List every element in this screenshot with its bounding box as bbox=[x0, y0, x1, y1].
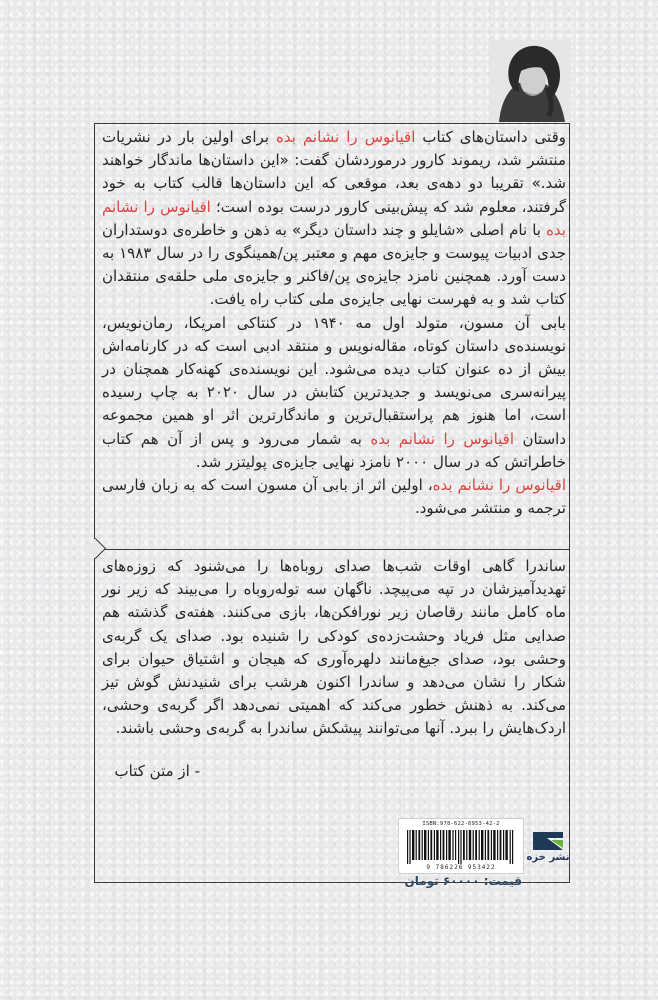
author-bio-text: بابی آن مسون، متولد اول مه ۱۹۴۰ در کنتاکی امریکا، رمان‌نویس، نویسنده‌ی داستان کوتاه، مقاله‌نویس و منتقد ادبی است که در کارنامه‌اش بیش از ده عنوان کتاب دیده می‌شود. این نویسنده‌ی کهنه‌کار همچنان در پیرانه‌سری می‌نویسد و جدیدترین کتابش در سال ۲۰۲۰ به چاپ رسیده است، اما هنوز هم پراستقبال‌ترین و ماندگارترین اثر او همین مجموعه داستان bbox=[102, 313, 567, 448]
book-title-highlight: اقیانوس را نشانم بده bbox=[276, 128, 416, 146]
author-bio-text: به شمار می‌رود و پس از آن هم کتاب خاطراتش که در سال ۲۰۰۰ نامزد نهایی جایزه‌ی پولیتزر شد. bbox=[102, 429, 566, 471]
book-title-highlight: اقیانوس را نشانم بده bbox=[432, 476, 566, 495]
author-portrait-icon bbox=[489, 40, 571, 122]
book-title-highlight: اقیانوس را نشانم بده bbox=[370, 429, 515, 448]
frame-divider bbox=[94, 549, 570, 550]
isbn-text: ISBN:978-622-6953-42-2 bbox=[422, 821, 500, 827]
book-description bbox=[102, 126, 566, 520]
description-paragraph-3 bbox=[102, 474, 566, 520]
barcode-box bbox=[398, 818, 524, 874]
excerpt-text: ساندرا گاهی اوقات شب‌ها صدای روباه‌ها را می‌شنود که زوزه‌های تهدیدآمیزشان در تپه می‌پیچد. ناگهان سه توله‌روباه را می‌بیند که زیر نور ماه کامل مانند رقاصان زیر نورافکن‌ها، بازی می‌کنند. هفته‌ی گذشته هم صدایی مثل فریاد وحشت‌زده‌ی کودکی را شنیده بود. صدای یک گربه‌ی وحشی بود، صدای جیغ‌مانند دلهره‌آوری که هیجان و اشتیاق حیوان برای شکار را نشان می‌دهد و ساندرا اکنون هرشب برای شنیدنش گوش تیز می‌کند. به ذهنش خطور می‌کند که اهمیتی نمی‌دهد اگر گربه‌ی وحشی، اردک‌هایش را ببرد. آنها می‌توانند پیشکش ساندرا به گربه‌ی وحشی باشند. bbox=[102, 557, 566, 738]
isbn-barcode-icon bbox=[405, 830, 517, 864]
description-text: با نام اصلی «شایلو و چند داستان دیگر» به ذهن و خاطره‌ی دوستداران جدی ادبیات پیوست و جایزه‌ی مهم و معتبر پن/همینگوی را در سال ۱۹۸۳ به دست آورد. همچنین نامزد جایزه‌ی پن/فاکنر و جایزه‌ی ملی حلقه‌ی منتقدان کتاب شد و به فهرست نهایی جایزه‌ی ملی کتاب راه یافت. bbox=[102, 220, 566, 309]
description-text: وقتی داستان‌های کتاب bbox=[415, 128, 566, 146]
author-photo bbox=[489, 40, 571, 122]
price-label: قیمت: ۶۰۰۰۰ تومان bbox=[404, 874, 522, 888]
description-paragraph-1 bbox=[102, 126, 566, 312]
book-title-highlight: اقیانوس را نشانم بده bbox=[102, 197, 566, 239]
barcode-digits: 9 786226 953422 bbox=[426, 864, 496, 871]
publisher-name: نشر خزه bbox=[526, 852, 570, 863]
description-paragraph-2 bbox=[102, 312, 566, 474]
book-excerpt bbox=[102, 555, 566, 741]
excerpt-source: - از متن کتاب bbox=[114, 762, 200, 780]
translation-note-text: ، اولین اثر از بابی آن مسون است که به زبان فارسی ترجمه و منتشر می‌شود. bbox=[102, 476, 566, 518]
description-text: برای اولین بار در نشریات منتشر شد، ریموند کارور درموردشان گفت: «این داستان‌ها ماندگار خواهند شد.» تقریبا دو دهه‌ی بعد، موقعی که این داستان‌ها قالب کتاب به خود گرفتند، معلوم شد که پیش‌بینی کارور درست بوده است؛ bbox=[102, 128, 566, 216]
